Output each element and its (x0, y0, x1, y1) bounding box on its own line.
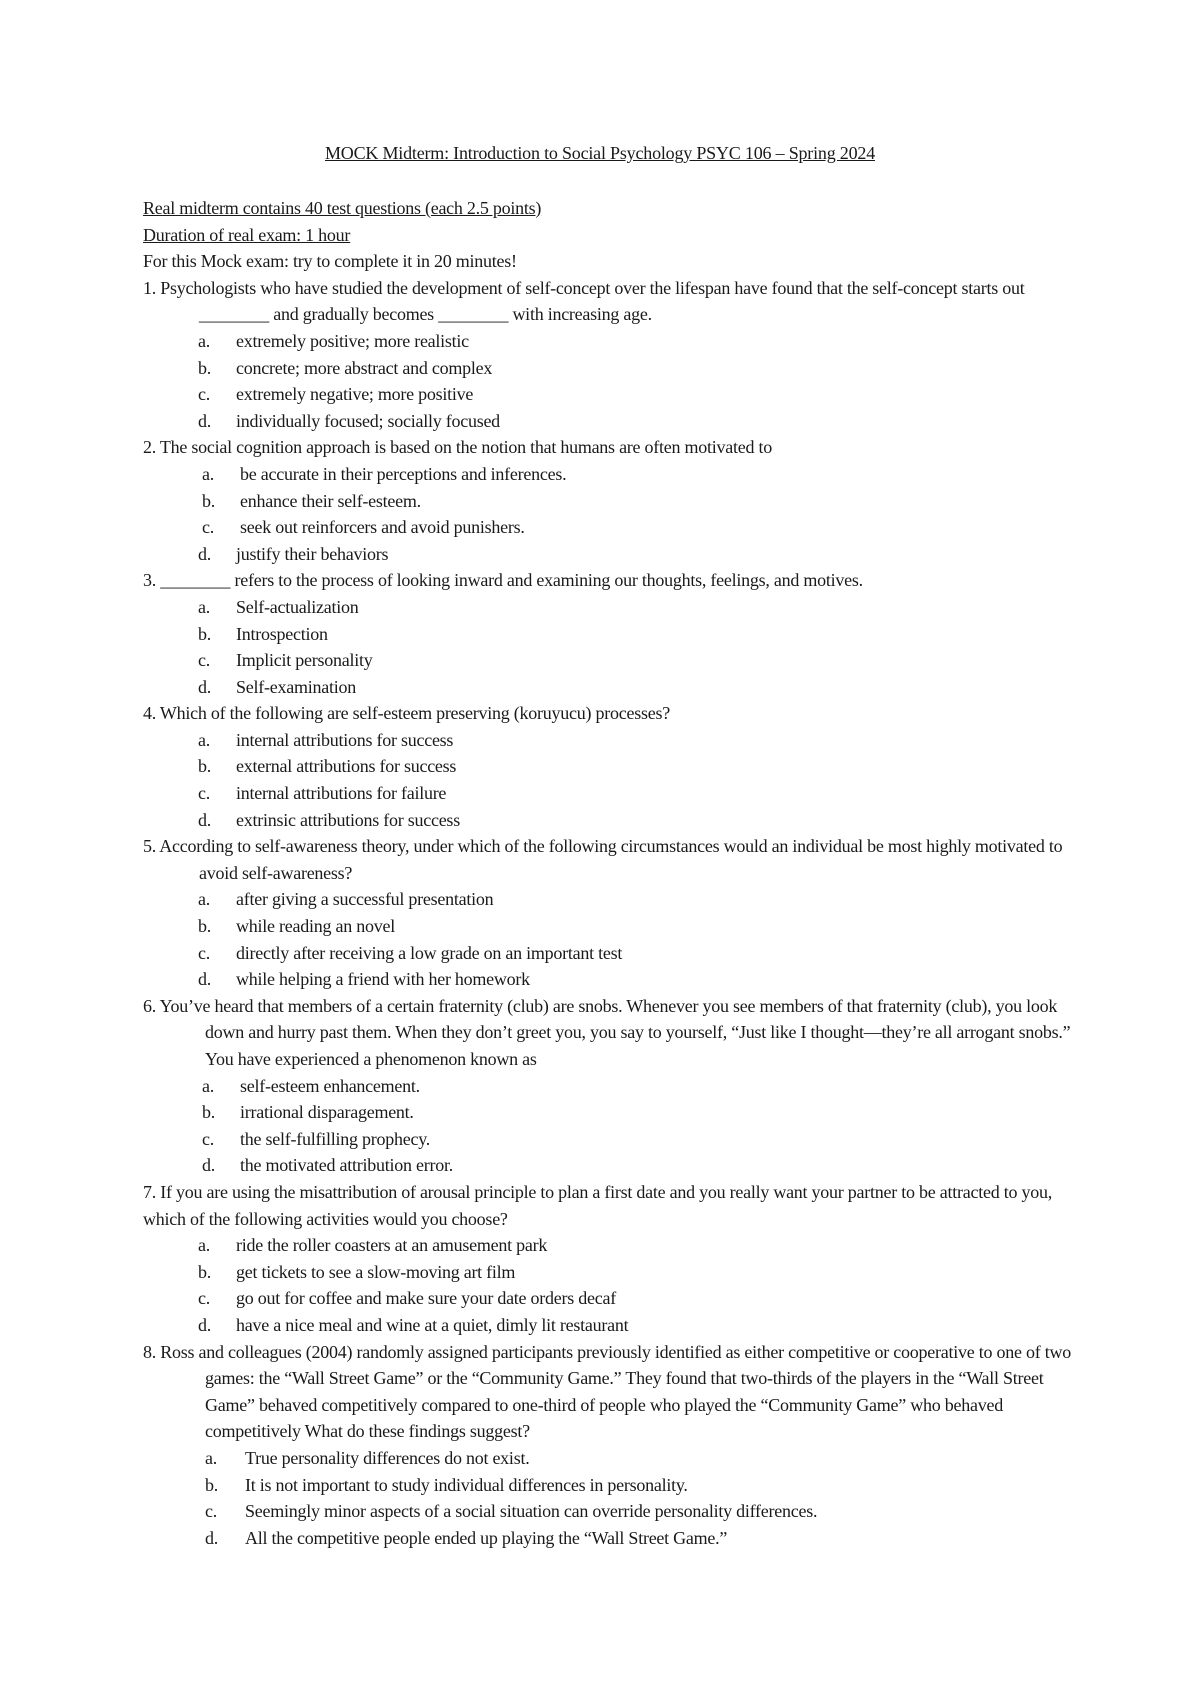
question-6-text: 6. You’ve heard that members of a certain fraternity (club) are snobs. Whenever you see members of that fraternity (club), you look down and hurry past them. When they don’t greet you, you say to yourself, “Just like I thought—they’re all arrogant snobs.” You have experienced a phenomenon known as (143, 995, 1071, 1069)
question-8-option-b: b. It is not important to study individual differences in personality. (205, 1474, 688, 1495)
question-7-option-b: b. get tickets to see a slow-moving art film (198, 1261, 516, 1282)
question-3-option-d: d. Self-examination (198, 676, 356, 697)
question-8-option-d: d. All the competitive people ended up playing the “Wall Street Game.” (205, 1527, 728, 1548)
question-5-option-c: c. directly after receiving a low grade on an important test (198, 942, 623, 963)
question-4-option-b: b. external attributions for success (198, 756, 457, 777)
question-6-option-a: a. self-esteem enhancement. (202, 1075, 420, 1096)
question-4 (143, 700, 1083, 833)
question-4-text: 4. Which of the following are self-esteem preserving (koruyucu) processes? (143, 703, 670, 724)
question-5-option-d: d. while helping a friend with her homework (198, 969, 530, 990)
question-1-text: 1. Psychologists who have studied the development of self-concept over the lifespan have found that the self-concept starts out ________ and gradually becomes ________ with increasing age. (143, 277, 1025, 325)
question-3-text: 3. ________ refers to the process of looking inward and examining our thoughts, feelings, and motives. (143, 570, 863, 591)
question-1-option-d: d. individually focused; socially focused (198, 410, 500, 431)
intro-line-question-count: Real midterm contains 40 test questions (each 2.5 points) (143, 198, 542, 218)
question-2-option-b: b. enhance their self-esteem. (202, 490, 421, 511)
question-2-option-a: a. be accurate in their perceptions and inferences. (202, 463, 567, 484)
question-5 (143, 833, 1083, 993)
intro-line-duration: Duration of real exam: 1 hour (143, 224, 351, 245)
question-6-option-c: c. the self-fulfilling prophecy. (202, 1128, 431, 1149)
question-2-option-d: d. justify their behaviors (198, 543, 389, 564)
question-7-option-a: a. ride the roller coasters at an amusement park (198, 1235, 548, 1256)
question-1 (143, 275, 1083, 435)
question-2-option-c: c. seek out reinforcers and avoid punishers. (202, 517, 525, 538)
question-7-option-c: c. go out for coffee and make sure your date orders decaf (198, 1288, 616, 1309)
question-4-option-c: c. internal attributions for failure (198, 783, 447, 804)
question-5-option-b: b. while reading an novel (198, 916, 395, 937)
question-1-option-a: a. extremely positive; more realistic (198, 330, 469, 351)
question-4-option-d: d. extrinsic attributions for success (198, 809, 460, 830)
question-2 (143, 434, 1083, 567)
question-6-option-b: b. irrational disparagement. (202, 1102, 414, 1123)
question-7 (143, 1179, 1083, 1339)
question-7-text: 7. If you are using the misattribution of arousal principle to plan a first date and you really want your partner to be attracted to you, which of the following activities would you choose? (143, 1181, 1052, 1229)
question-1-option-c: c. extremely negative; more positive (198, 384, 474, 405)
question-5-text: 5. According to self-awareness theory, under which of the following circumstances would an individual be most highly motivated to avoid self-awareness? (143, 836, 1063, 883)
question-8-option-c: c. Seemingly minor aspects of a social situation can override personality differences. (205, 1501, 818, 1522)
question-5-option-a: a. after giving a successful presentation (198, 889, 494, 910)
question-6 (143, 993, 1083, 1179)
question-8-text: 8. Ross and colleagues (2004) randomly assigned participants previously identified as either competitive or cooperative to one of two games: the “Wall Street Game” or the “Community Game.” They found that two-thirds of the players in the “Wall Street Game” behaved competitively compared to one-third of people who played the “Community Game” who behaved competitively What do these findings suggest? (143, 1341, 1071, 1442)
question-3 (143, 567, 1083, 700)
question-3-option-b: b. Introspection (198, 623, 328, 644)
document-body (143, 195, 1083, 1551)
question-6-option-d: d. the motivated attribution error. (202, 1155, 453, 1176)
question-8 (143, 1339, 1083, 1552)
page-title: MOCK Midterm: Introduction to Social Psychology PSYC 106 – Spring 2024 (324, 143, 875, 163)
question-7-option-d: d. have a nice meal and wine at a quiet, dimly lit restaurant (198, 1314, 629, 1335)
question-2-text: 2. The social cognition approach is based on the notion that humans are often motivated to (143, 437, 773, 458)
intro-line-mock-instruction: For this Mock exam: try to complete it in 20 minutes! (143, 251, 517, 272)
question-4-option-a: a. internal attributions for success (198, 729, 454, 750)
question-8-option-a: a. True personality differences do not exist. (205, 1447, 530, 1468)
question-3-option-a: a. Self-actualization (198, 596, 359, 617)
question-1-option-b: b. concrete; more abstract and complex (198, 357, 493, 378)
question-3-option-c: c. Implicit personality (198, 650, 373, 671)
